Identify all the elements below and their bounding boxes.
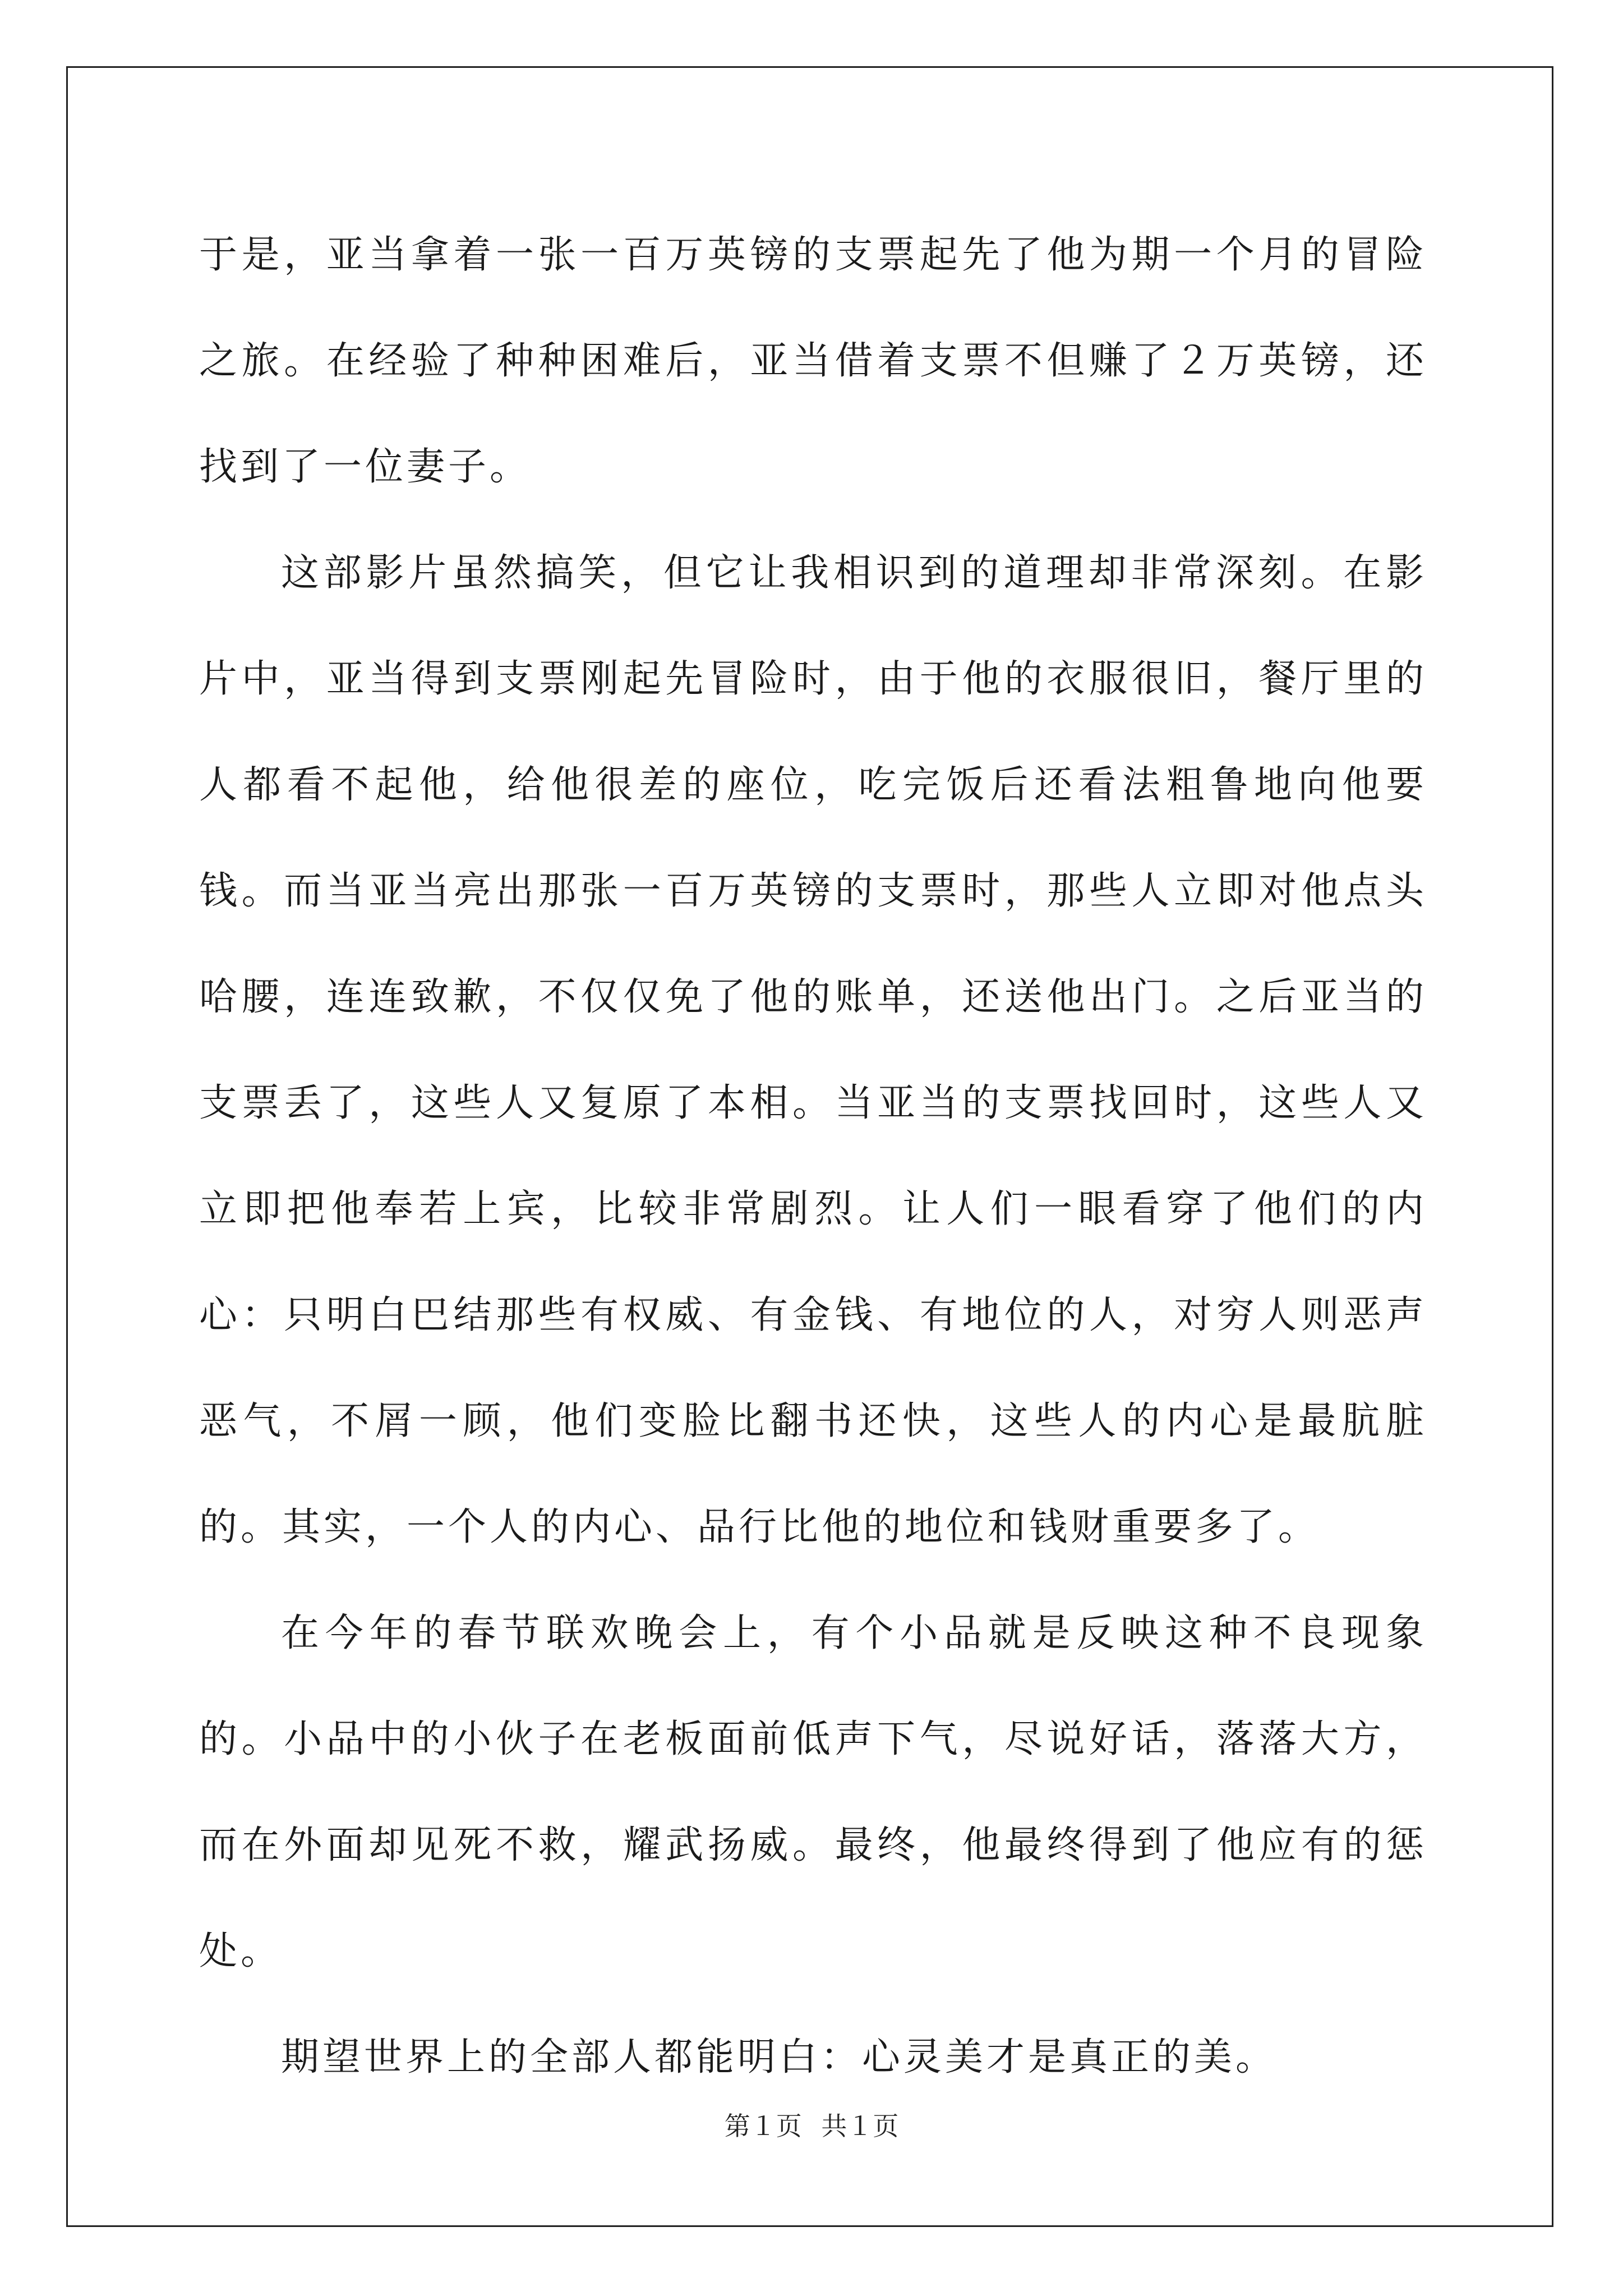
page-footer [0, 2109, 1623, 2143]
paragraph-3: 在今年的春节联欢晚会上，有个小品就是反映这种不良现象的。小品中的小伙子在老板面前低声下气，尽说好话，落落大方，而在外面却见死不救，耀武扬威。最终，他最终得到了他应有的惩处。 [199, 1611, 1427, 1973]
page-number-total: 共１页 [821, 2111, 899, 2141]
document-body [199, 202, 1427, 2110]
paragraph-4: 期望世界上的全部人都能明白：心灵美才是真正的美。 [281, 2035, 1278, 2079]
paragraph-1: 于是，亚当拿着一张一百万英镑的支票起先了他为期一个月的冒险之旅。在经验了种种困难后，亚当借着支票不但赚了２万英镑，还找到了一位妻子。 [199, 233, 1427, 489]
page-number-current: 第１页 [724, 2111, 802, 2141]
paragraph-2: 这部影片虽然搞笑，但它让我相识到的道理却非常深刻。在影片中，亚当得到支票刚起先冒险时，由于他的衣服很旧，餐厅里的人都看不起他，给他很差的座位，吃完饭后还看法粗鲁地向他要钱。而当亚当亮出那张一百万英镑的支票时，那些人立即对他点头哈腰，连连致歉，不仅仅免了他的账单，还送他出门。之后亚当的支票丢了，这些人又复原了本相。当亚当的支票找回时，这些人又立即把他奉若上宾，比较非常剧烈。让人们一眼看穿了他们的内心：只明白巴结那些有权威、有金钱、有地位的人，对穷人则恶声恶气，不屑一顾，他们变脸比翻书还快，这些人的内心是最肮脏的。其实，一个人的内心、品行比他的地位和钱财重要多了。 [199, 551, 1427, 1549]
